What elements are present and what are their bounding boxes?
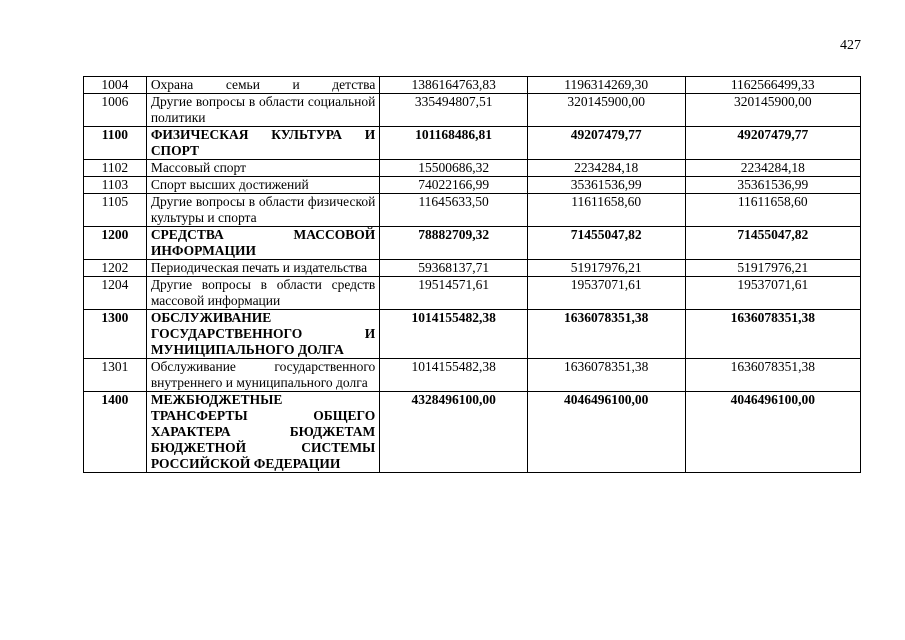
page-number: 427 [840,38,861,53]
row-name: Другие вопросы в области средств массовой информации [146,277,380,310]
row-value-2: 19537071,61 [527,277,685,310]
row-code: 1100 [84,127,147,160]
row-code: 1006 [84,94,147,127]
table-row [84,392,861,473]
row-code: 1103 [84,177,147,194]
row-value-1: 1386164763,83 [380,77,528,94]
row-value-3: 71455047,82 [685,227,861,260]
row-value-3: 4046496100,00 [685,392,861,473]
row-code: 1202 [84,260,147,277]
row-value-3: 49207479,77 [685,127,861,160]
row-value-1: 78882709,32 [380,227,528,260]
row-value-2: 1196314269,30 [527,77,685,94]
row-value-1: 59368137,71 [380,260,528,277]
table-row [84,160,861,177]
row-name: МЕЖБЮДЖЕТНЫЕ ТРАНСФЕРТЫ ОБЩЕГО ХАРАКТЕРА БЮДЖЕТАМ БЮДЖЕТНОЙ СИСТЕМЫ РОССИЙСКОЙ ФЕДЕРАЦИИ [146,392,380,473]
row-name: Обслуживание государственного внутреннего и муниципального долга [146,359,380,392]
row-value-2: 1636078351,38 [527,359,685,392]
table-row [84,260,861,277]
table-row [84,194,861,227]
row-value-2: 49207479,77 [527,127,685,160]
table-row [84,127,861,160]
row-value-1: 11645633,50 [380,194,528,227]
table-row [84,277,861,310]
row-value-3: 35361536,99 [685,177,861,194]
row-value-3: 1162566499,33 [685,77,861,94]
row-code: 1004 [84,77,147,94]
row-value-3: 1636078351,38 [685,310,861,359]
row-value-1: 101168486,81 [380,127,528,160]
row-name: Другие вопросы в области социальной политики [146,94,380,127]
row-value-1: 1014155482,38 [380,359,528,392]
table-row [84,359,861,392]
row-value-2: 1636078351,38 [527,310,685,359]
row-code: 1105 [84,194,147,227]
row-value-3: 320145900,00 [685,94,861,127]
row-name: ФИЗИЧЕСКАЯ КУЛЬТУРА И СПОРТ [146,127,380,160]
row-name: Массовый спорт [146,160,380,177]
row-value-2: 2234284,18 [527,160,685,177]
row-name: Охрана семьи и детства [146,77,380,94]
row-value-3: 19537071,61 [685,277,861,310]
row-value-1: 1014155482,38 [380,310,528,359]
row-value-1: 15500686,32 [380,160,528,177]
row-value-3: 11611658,60 [685,194,861,227]
row-value-2: 4046496100,00 [527,392,685,473]
row-name: СРЕДСТВА МАССОВОЙ ИНФОРМАЦИИ [146,227,380,260]
row-code: 1400 [84,392,147,473]
row-value-2: 71455047,82 [527,227,685,260]
row-code: 1102 [84,160,147,177]
row-value-1: 4328496100,00 [380,392,528,473]
table-row [84,227,861,260]
row-value-2: 35361536,99 [527,177,685,194]
row-value-3: 1636078351,38 [685,359,861,392]
row-value-2: 51917976,21 [527,260,685,277]
row-value-1: 74022166,99 [380,177,528,194]
row-code: 1204 [84,277,147,310]
table-row [84,77,861,94]
budget-table [83,76,861,473]
row-code: 1200 [84,227,147,260]
row-value-1: 335494807,51 [380,94,528,127]
row-name: Спорт высших достижений [146,177,380,194]
row-name: ОБСЛУЖИВАНИЕ ГОСУДАРСТВЕННОГО И МУНИЦИПАЛЬНОГО ДОЛГА [146,310,380,359]
row-value-3: 51917976,21 [685,260,861,277]
row-value-2: 320145900,00 [527,94,685,127]
row-value-3: 2234284,18 [685,160,861,177]
row-value-2: 11611658,60 [527,194,685,227]
row-name: Другие вопросы в области физической культуры и спорта [146,194,380,227]
row-code: 1300 [84,310,147,359]
row-value-1: 19514571,61 [380,277,528,310]
row-name: Периодическая печать и издательства [146,260,380,277]
table-row [84,177,861,194]
table-row [84,310,861,359]
row-code: 1301 [84,359,147,392]
table-row [84,94,861,127]
